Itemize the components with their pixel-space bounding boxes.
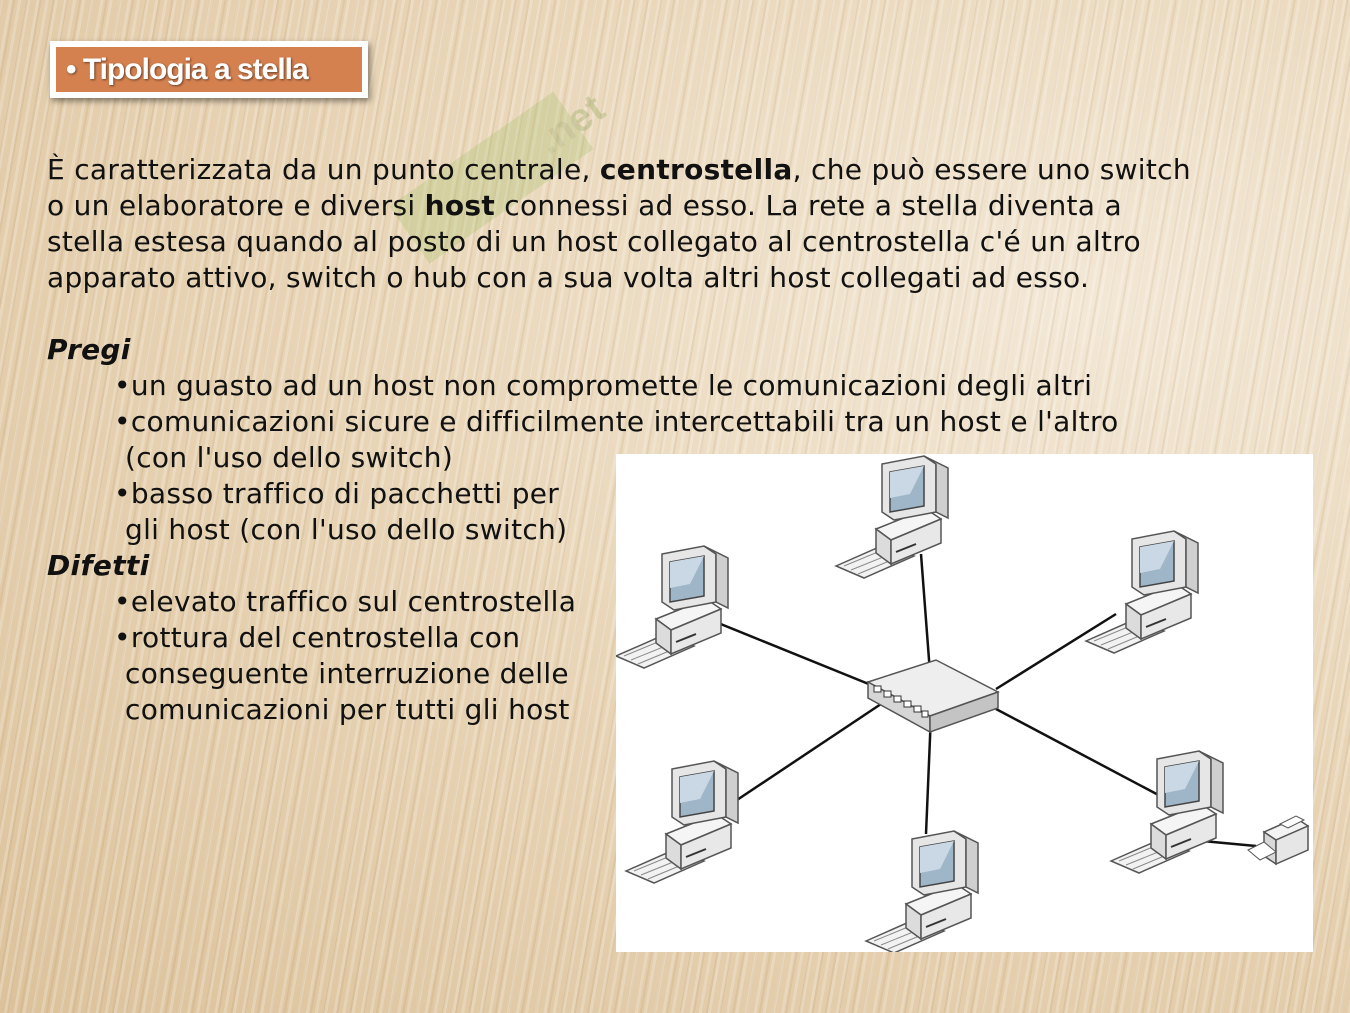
computer-icon (866, 831, 978, 952)
computer-icon (1086, 531, 1198, 653)
difetti-heading: Difetti (47, 549, 150, 582)
pregi-heading: Pregi (47, 333, 131, 366)
pregi-item-2-cont: (con l'uso dello switch) (125, 441, 454, 474)
pregi-item-3: •basso traffico di pacchetti per (114, 477, 560, 510)
intro-line-1: È caratterizzata da un punto centrale, centrostella, che può essere uno switch (47, 153, 1191, 186)
difetti-item-2: •rottura del centrostella con (114, 621, 521, 654)
computer-icon (836, 456, 948, 578)
slide-title: • Tipologia a stella (56, 47, 362, 92)
host-term: host (424, 189, 496, 222)
printer-icon (1248, 816, 1308, 864)
watermark-text: .net (529, 86, 613, 163)
computer-icon (626, 761, 738, 883)
intro-line-3: stella estesa quando al posto di un host collegato al centrostella c'é un altro (47, 225, 1141, 258)
pregi-item-2: •comunicazioni sicure e difficilmente intercettabili tra un host e l'altro (114, 405, 1119, 438)
difetti-item-1: •elevato traffico sul centrostella (114, 585, 577, 618)
title-box (50, 41, 368, 98)
pregi-item-3-cont: gli host (con l'uso dello switch) (125, 513, 568, 546)
intro-line-4: apparato attivo, switch o hub con a sua volta altri host collegati ad esso. (47, 261, 1090, 294)
switch-icon (868, 660, 998, 732)
centrostella-term: centrostella (599, 153, 793, 186)
intro-line-2: o un elaboratore e diversi host connessi ad esso. La rete a stella diventa a (47, 189, 1122, 222)
computer-icon (616, 546, 728, 668)
difetti-item-2-cont-2: comunicazioni per tutti gli host (125, 693, 570, 726)
pregi-item-1: •un guasto ad un host non compromette le comunicazioni degli altri (114, 369, 1093, 402)
computer-icon (1111, 751, 1223, 873)
difetti-item-2-cont-1: conseguente interruzione delle (125, 657, 569, 690)
star-topology-diagram (616, 454, 1313, 952)
